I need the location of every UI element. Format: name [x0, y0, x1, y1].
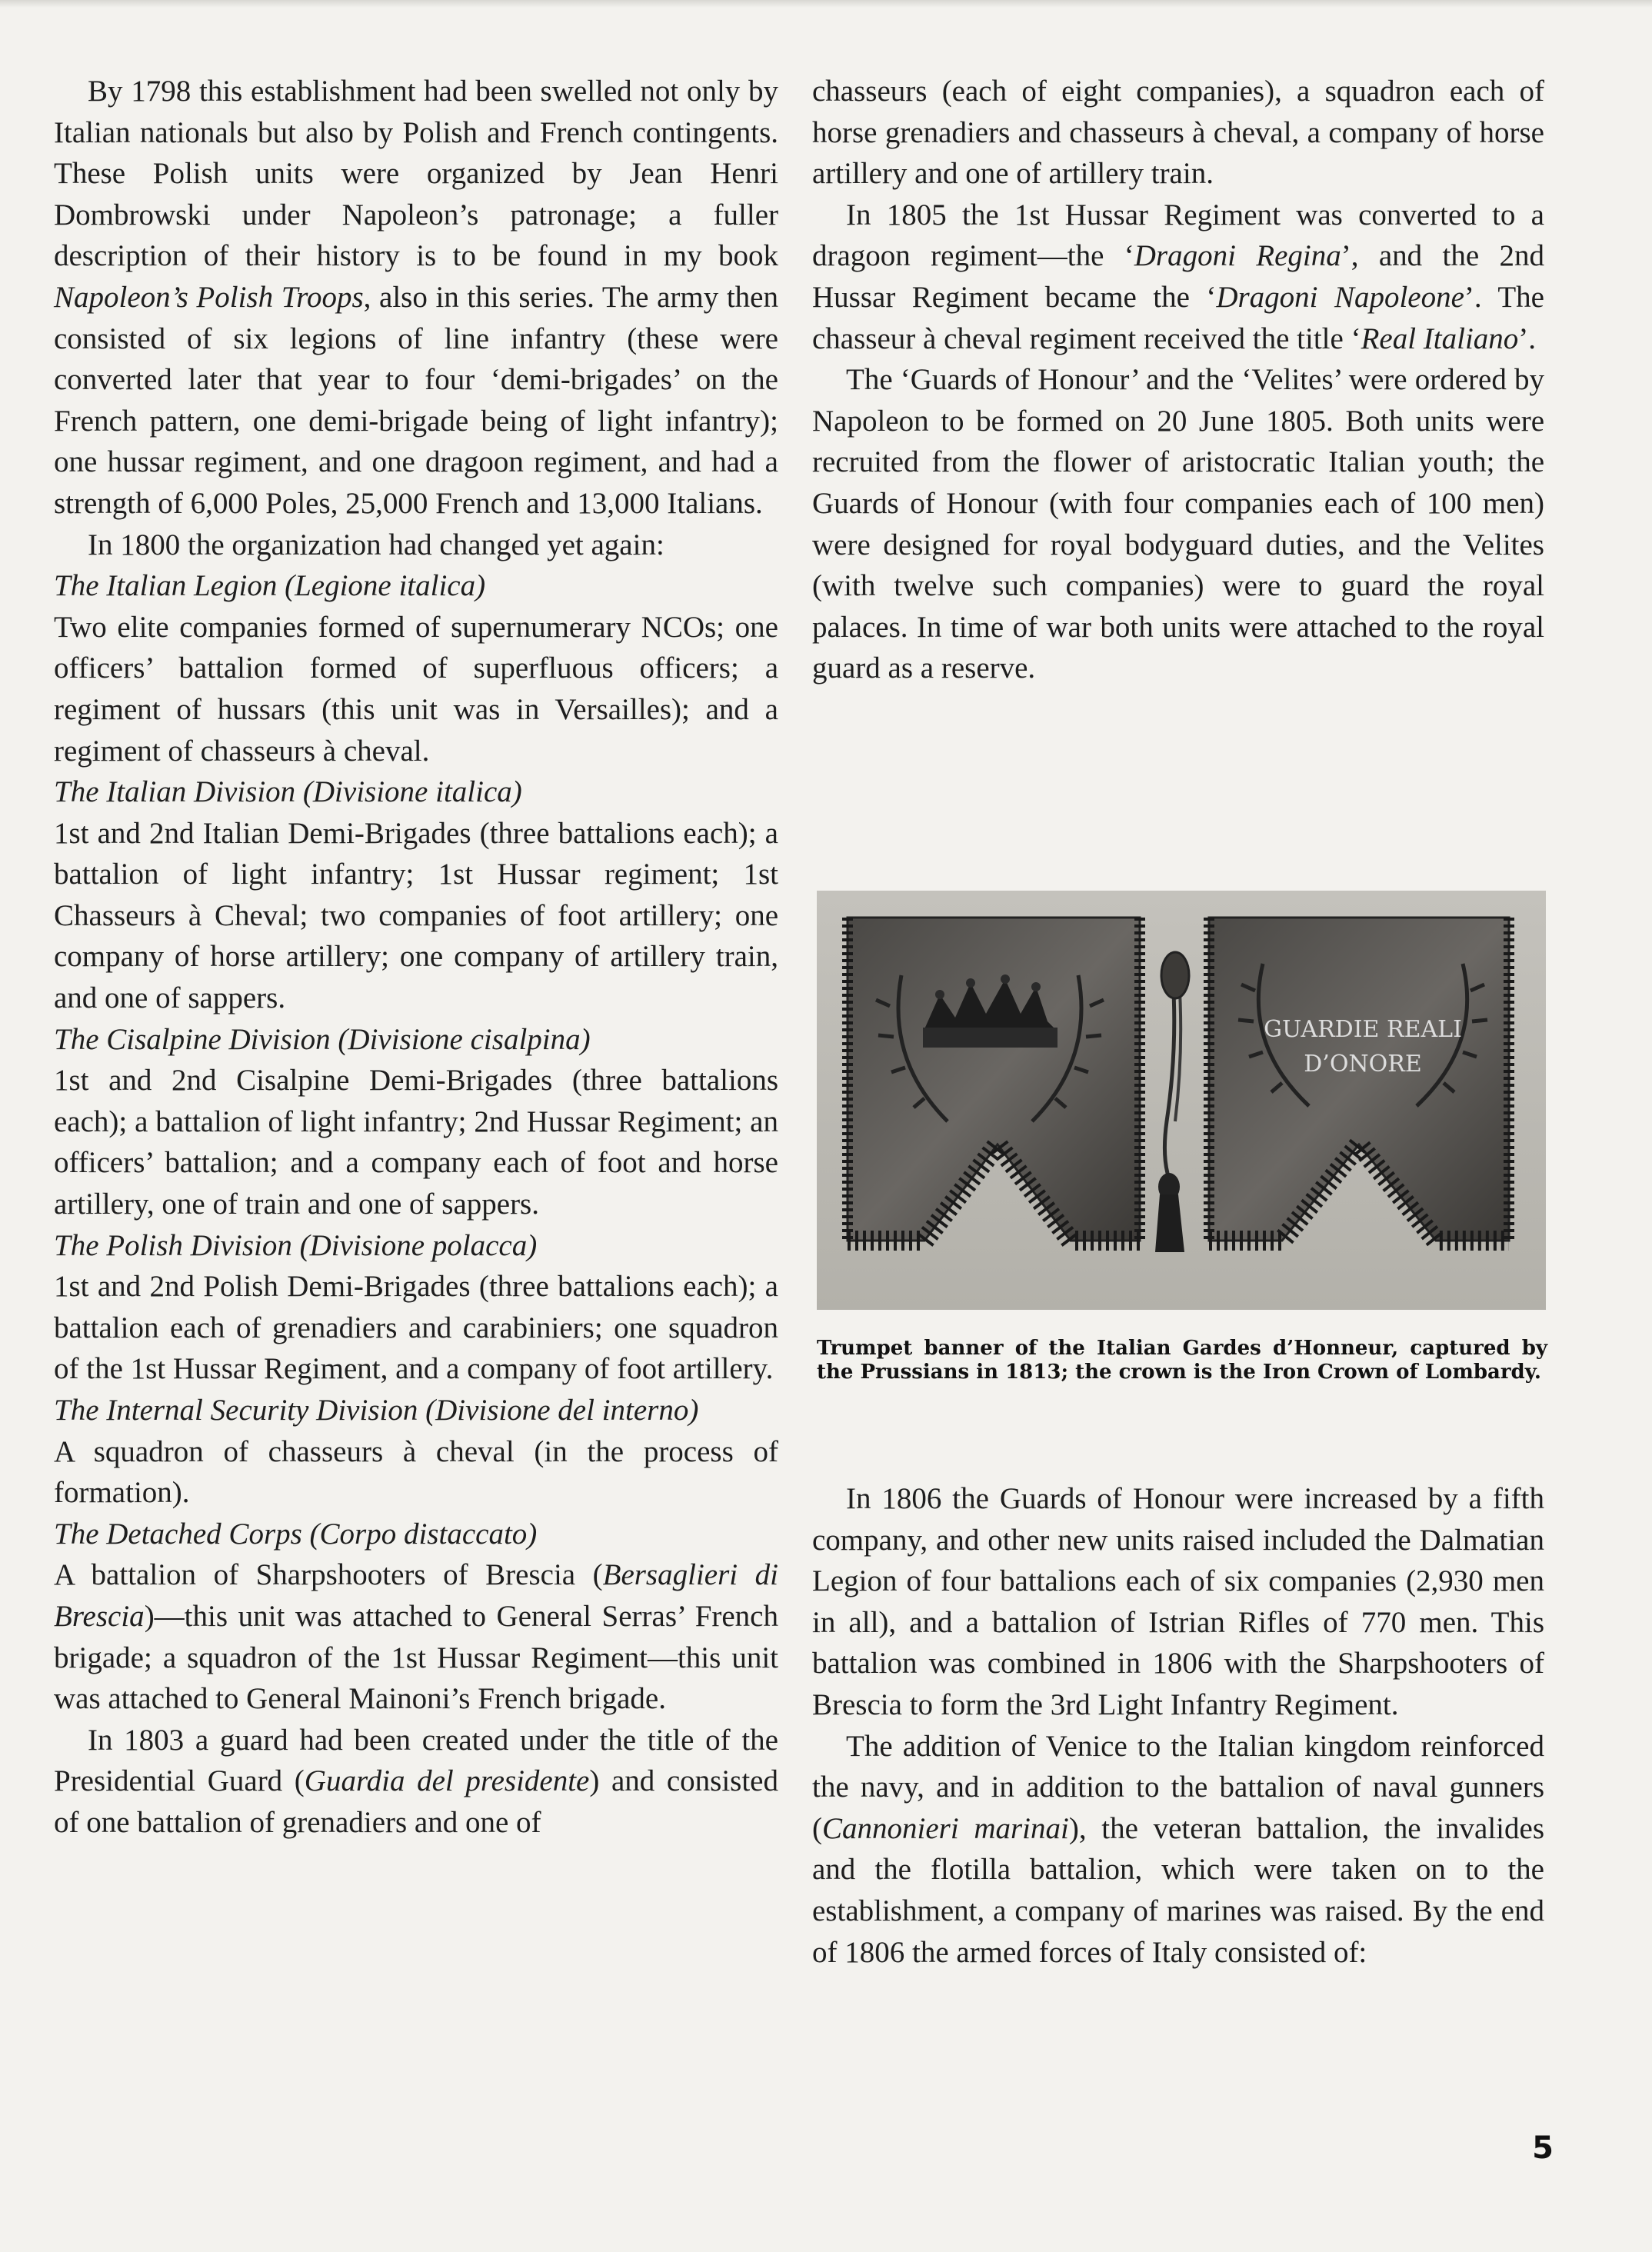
right-column-lower — [812, 1478, 1544, 1973]
paragraph-venice: The addition of Venice to the Italian kingdom reinforced the navy, and in addition to the battalion of naval gunners (Cannonieri marinai), the veteran battalion, the invalides and the flotilla battalion, which were taken on to the establishment, a company of marines was raised. By the end of 1806 the armed forces of Italy consisted of: — [812, 1729, 1545, 1969]
banner-inscription-line1: GUARDIE REALI — [1264, 1016, 1462, 1043]
section-heading: The Italian Legion (Legione italica) — [54, 569, 486, 603]
section-body: A battalion of Sharpshooters of Brescia (Bersaglieri di Brescia)—this unit was attached to General Serras’ French brigade; a squadron of the 1st Hussar Regiment—this unit was attached to General Mainoni’s French brigade. — [54, 1558, 778, 1716]
figure-caption: Trumpet banner of the Italian Gardes d’Honneur, captured by the Prussians in 1813; the crown is the Iron Crown of Lombardy. — [817, 1337, 1547, 1384]
paragraph-1798: By 1798 this establishment had been swelled not only by Italian nationals but also by Polish and French contingents. These Polish units were organized by Jean Henri Dombrowski under Napoleon’s patronage; a fuller description of their history is to be found in my book Napoleon’s Polish Troops, also in this series. The army then consisted of six legions of line infantry (these were converted later that year to four ‘demi-brigades’ on the French pattern, one demi-brigade being of light infantry); one hussar regiment, and one dragoon regiment, and had a strength of 6,000 Poles, 25,000 French and 13,000 Italians. — [54, 75, 778, 520]
section-body: Two elite companies formed of supernumerary NCOs; one officers’ battalion formed of superfluous officers; a regiment of hussars (this unit was in Versailles); and a regiment of chasseurs à cheval. — [54, 610, 778, 768]
section-heading: The Cisalpine Division (Divisione cisalpina) — [54, 1022, 591, 1056]
left-column — [54, 71, 778, 1844]
banner-illustration — [817, 891, 1546, 1310]
right-column-upper — [812, 71, 1544, 689]
paragraph-1806: In 1806 the Guards of Honour were increased by a fifth company, and other new units raised included the Dalmatian Legion of four battalions each of six companies (2,930 men in all), and a battalion of Istrian Rifles of 770 men. This battalion was combined in 1806 with the Sharpshooters of Brescia to form the 3rd Light Infantry Regiment. — [812, 1482, 1544, 1721]
paragraph-1805-hussars: In 1805 the 1st Hussar Regiment was converted to a dragoon regiment—the ‘Dragoni Regina’, and the 2nd Hussar Regiment became the ‘Dragoni Napoleone’. The chasseur à cheval regiment received the title ‘Real Italiano’. — [812, 198, 1544, 355]
section-heading: The Polish Division (Divisione polacca) — [54, 1228, 538, 1262]
section-heading: The Internal Security Division (Divisione del interno) — [54, 1394, 699, 1427]
section-body: 1st and 2nd Italian Demi-Brigades (three battalions each); a battalion of light infantry; 1st Hussar regiment; 1st Chasseurs à Cheval; two companies of foot artillery; one company of horse artillery; one company of artillery train, and one of sappers. — [54, 816, 778, 1015]
paragraph-chasseurs: chasseurs (each of eight companies), a squadron each of horse grenadiers and chasseurs à cheval, a company of horse artillery and one of artillery train. — [812, 75, 1544, 191]
section-body: 1st and 2nd Cisalpine Demi-Brigades (three battalions each); a battalion of light infantry; 2nd Hussar Regiment; an officers’ battalion; and a company each of foot and horse artillery, one of train and one of sappers. — [54, 1064, 778, 1221]
page-number: 5 — [1532, 2130, 1554, 2166]
section-body: 1st and 2nd Polish Demi-Brigades (three battalions each); a battalion each of grenadiers and carabiniers; one squadron of the 1st Hussar Regiment, and a company of foot artillery. — [54, 1270, 778, 1386]
trumpet-banner-photo — [817, 891, 1546, 1310]
paragraph-guards-velites: The ‘Guards of Honour’ and the ‘Velites’ were ordered by Napoleon to be formed on 20 June 1805. Both units were recruited from the flower of aristocratic Italian youth; the Guards of Honour (with four companies each of 100 men) were designed for royal bodyguard duties, and the Velites (with twelve such companies) were to guard the royal palaces. In time of war both units were attached to the royal guard as a reserve. — [812, 363, 1544, 685]
section-heading: The Detached Corps (Corpo distaccato) — [54, 1517, 538, 1551]
paragraph-1800: In 1800 the organization had changed yet again: — [88, 528, 664, 561]
page-edge — [0, 0, 1652, 8]
section-heading: The Italian Division (Divisione italica) — [54, 775, 522, 809]
banner-inscription-line2: D’ONORE — [1304, 1051, 1422, 1078]
section-body: A squadron of chasseurs à cheval (in the process of formation). — [54, 1434, 778, 1510]
paragraph-1803: In 1803 a guard had been created under the title of the Presidential Guard (Guardia del presidente) and consisted of one battalion of grenadiers and one of — [54, 1723, 778, 1839]
